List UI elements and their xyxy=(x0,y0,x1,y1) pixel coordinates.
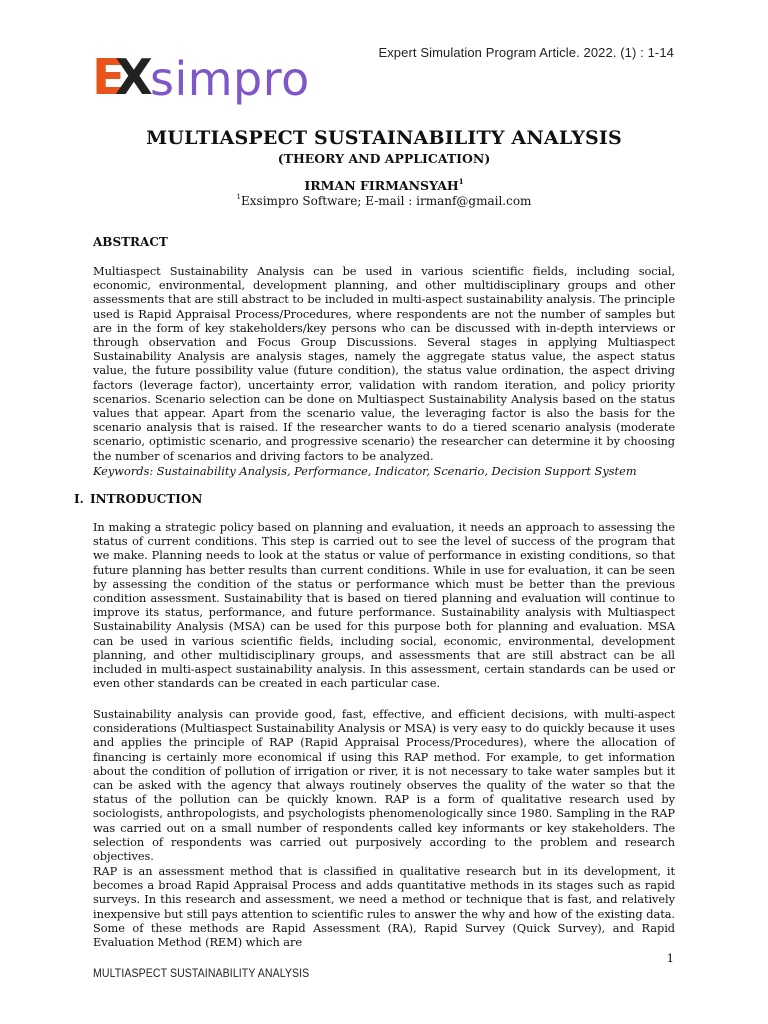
running-footer-title: MULTIASPECT SUSTAINABILITY ANALYSIS xyxy=(93,966,310,980)
author-superscript: 1 xyxy=(458,177,464,186)
logo-mark xyxy=(92,49,153,106)
paper-subtitle: (THEORY AND APPLICATION) xyxy=(277,151,491,166)
keywords-line: Keywords: Sustainability Analysis, Performance, Indicator, Scenario, Decision Support System xyxy=(93,464,637,478)
abstract-text: Multiaspect Sustainability Analysis can be used in various scientific fields, including social, economic, environmental, development planning, and other multidisciplinary groups and other assessments that are still abstract to be included in multi-aspect sustainability analysis. The principle used is Rapid Appraisal Process/Procedures, where respondents are not the number of samples but are in the form of key stakeholders/key persons who can be discussed with in-depth interviews or through observation and Focus Group Discussions. Several stages in applying Multiaspect Sustainability Analysis are analysis stages, namely the aggregate status value, the aspect status value, the future possibility value (future condition), the status value ordination, the aspect driving factors (leverage factor), uncertainty error, validation with random iteration, and policy priority scenarios. Scenario selection can be done on Multiaspect Sustainability Analysis based on the status values that appear. Apart from the scenario value, the leveraging factor is also the basis for the scenario analysis that is raised. If the researcher wants to do a tiered scenario analysis (moderate scenario, optimistic scenario, and progressive scenario) the researcher can determine it by choosing the number of scenarios and driving factors to be analyzed. xyxy=(93,264,675,463)
section-number: I. xyxy=(74,492,84,506)
author-line xyxy=(0,178,768,193)
intro-paragraph-1: In making a strategic policy based on planning and evaluation, it needs an approach to assessing the status of current conditions. This step is carried out to see the level of success of the program that we make. Planning needs to look at the status or value of performance in existing conditions, so that future planning has better results than current conditions. While in use for evaluation, it can be seen by assessing the condition of the status or performance which must be better than the previous condition assessment. Sustainability that is based on tiered planning and evaluation will continue to improve its status, performance, and future performance. Sustainability analysis with Multiaspect Sustainability Analysis (MSA) can be used for this purpose both for planning and evaluation. MSA can be used in various scientific fields, including social, economic, environmental, development planning, and other multidisciplinary groups, and assessments that are still abstract can be all included in multi-aspect sustainability analysis. In this assessment, certain standards can be used or even other standards can be created in each particular case. xyxy=(93,520,675,691)
section-title: INTRODUCTION xyxy=(90,492,203,506)
introduction-heading xyxy=(74,492,202,506)
affiliation-text: Exsimpro Software; E-mail : irmanf@gmail.com xyxy=(241,194,532,208)
affiliation-line xyxy=(0,194,768,208)
affiliation-superscript: 1 xyxy=(236,193,242,201)
intro-paragraph-3: RAP is an assessment method that is classified in qualitative research but in its development, it becomes a broad Rapid Appraisal Process and adds quantitative methods in its stages such as rapid surveys. In this research and assessment, we need a method or technique that is fast, and relatively inexpensive but still pays attention to scientific rules to answer the why and how of the existing data. Some of these methods are Rapid Assessment (RA), Rapid Survey (Quick Survey), and Rapid Evaluation Method (REM) which are xyxy=(93,864,675,950)
journal-citation: Expert Simulation Program Article. 2022. (1) : 1-14 xyxy=(378,45,674,60)
paper-title: MULTIASPECT SUSTAINABILITY ANALYSIS xyxy=(146,127,622,149)
exsimpro-logo xyxy=(92,49,310,106)
logo-letter-x: X xyxy=(115,49,153,106)
intro-paragraph-2: Sustainability analysis can provide good, fast, effective, and efficient decisions, with multi-aspect considerations (Multiaspect Sustainability Analysis or MSA) is very easy to do quickly because it uses and applies the principle of RAP (Rapid Appraisal Process/Procedures), where the allocation of financing is certainly more economical if using this RAP method. For example, to get information about the condition of pollution of irrigation or river, it is not necessary to take water samples but it can be asked with the agency that always routinely observes the quality of the water so that the status of the pollution can be quickly known. RAP is a form of qualitative research used by sociologists, anthropologists, and psychologists phenomenologically since 1980. Sampling in the RAP was carried out on a small number of respondents called key informants or key stakeholders. The selection of respondents was carried out purposively according to the problem and research objectives. xyxy=(93,707,675,864)
page-number: 1 xyxy=(666,951,674,965)
author-name: IRMAN FIRMANSYAH xyxy=(304,178,459,193)
logo-letter-e: E xyxy=(92,49,122,106)
abstract-heading: ABSTRACT xyxy=(93,235,168,249)
logo-wordmark: simpro xyxy=(150,52,310,106)
